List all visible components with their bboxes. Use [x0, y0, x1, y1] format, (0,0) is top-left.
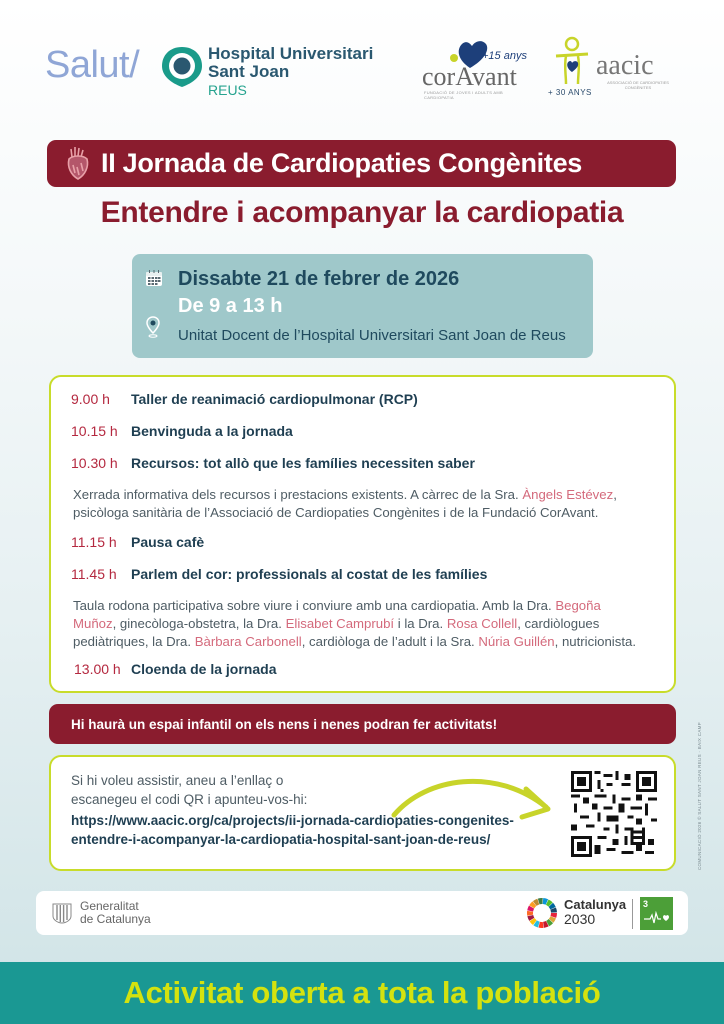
- program-item: 10.30 h Recursos: tot allò que les famílies necessiten saber: [71, 455, 475, 471]
- program-item: 11.45 h Parlem del cor: professionals al costat de les famílies: [71, 566, 488, 582]
- speaker-name: Rosa Collell: [446, 616, 518, 631]
- bottom-banner: [0, 962, 724, 1024]
- program-item: 9.00 h Taller de reanimació cardiopulmonar (RCP): [71, 391, 418, 407]
- program-box: [49, 375, 676, 693]
- speaker-name: Bàrbara Carbonell: [194, 634, 302, 649]
- qr-code[interactable]: [571, 771, 657, 857]
- open-to-public-text: Activitat oberta a tota la població: [123, 975, 601, 1010]
- generalitat-logo: Generalitat de Catalunya: [80, 899, 151, 926]
- registration-box: [49, 755, 676, 871]
- registration-link[interactable]: https://www.aacic.org/ca/projects/ii-jornada-cardiopaties-congenites- entendre-i-acompanyar-la-cardiopatia-hospital-sant-joan-de-reus/: [71, 813, 514, 847]
- program-description: Xerrada informativa dels recursos i prestacions existents. A càrrec de la Sra. Àngels Estévez, psicòloga sanitària de l’Associació de Cardiopaties Congènites i de la Fundació CorAvant.: [73, 487, 617, 520]
- hospital-logo-icon: [160, 45, 204, 89]
- footer-logos: [36, 891, 688, 935]
- event-hours: De 9 a 13 h: [178, 295, 283, 317]
- salut-logo: Salut/: [45, 44, 140, 86]
- event-details-box: [132, 254, 593, 358]
- event-subtitle: Entendre i acompanyar la cardiopatia: [100, 196, 624, 229]
- catalunya-2030-logo: Catalunya 2030: [564, 897, 627, 927]
- title-banner: [47, 140, 676, 187]
- kids-notice-banner: Hi haurà un espai infantil on els nens i nenes podran fer activitats!: [49, 704, 676, 744]
- location-pin-icon: [146, 316, 160, 338]
- heartbeat-icon: [644, 911, 669, 925]
- program-item: 13.00 h Cloenda de la jornada: [74, 661, 277, 677]
- sdg3-badge: 3: [640, 897, 673, 930]
- program-item: 11.15 h Pausa cafè: [71, 534, 205, 550]
- calendar-icon: [145, 269, 163, 287]
- divider: [632, 899, 633, 929]
- arrow-icon: [386, 767, 556, 823]
- aacic-logo: aacic ASSOCIACIÓ DE CARDIOPATIES CONGÈNITES + 30 ANYS: [548, 34, 678, 100]
- aacic-figure-icon: [552, 34, 592, 88]
- registration-instructions: Si hi voleu assistir, aneu a l’enllaç o escanegeu el codi QR i apunteu-vos-hi:: [71, 773, 308, 807]
- sdg-wheel-icon: [526, 897, 558, 929]
- event-date: Dissabte 21 de febrer de 2026: [178, 268, 460, 290]
- generalitat-emblem-icon: [52, 902, 72, 924]
- speaker-name: Muñoz: [73, 616, 113, 631]
- event-location: Unitat Docent de l’Hospital Universitari Sant Joan de Reus: [178, 327, 566, 344]
- program-item: 10.15 h Benvinguda a la jornada: [71, 423, 293, 439]
- anatomical-heart-icon: [63, 145, 93, 183]
- speaker-name: Elisabet Camprubí: [285, 616, 395, 631]
- speaker-name: Begoña: [555, 598, 601, 613]
- coravant-logo: +15 anys corAvant FUNDACIÓ DE JOVES I ADULTS AMB CARDIOPATIA: [420, 38, 530, 98]
- program-description: Taula rodona participativa sobre viure i conviure amb una cardiopatia. Amb la Dra. Begoña Muñoz, ginecòloga-obstetra, la Dra. Elisabet Camprubí i la Dra. Rosa Collell, cardiòlogues pediàtriques, la Dra. Bàrbara Carbonell, cardiòloga de l’adult i la Sra. Núria Guillén, nutricionista.: [73, 598, 636, 649]
- speaker-name: Núria Guillén: [478, 634, 555, 649]
- speaker-name: Àngels Estévez: [522, 487, 614, 502]
- hospital-name: Hospital Universitari Sant Joan REUS: [208, 44, 374, 98]
- credit-text: COMUNICACIÓ 2026 © SALUT SANT JOAN REUS · BAIX CAMP: [697, 722, 702, 870]
- event-title: II Jornada de Cardiopaties Congènites: [101, 148, 583, 178]
